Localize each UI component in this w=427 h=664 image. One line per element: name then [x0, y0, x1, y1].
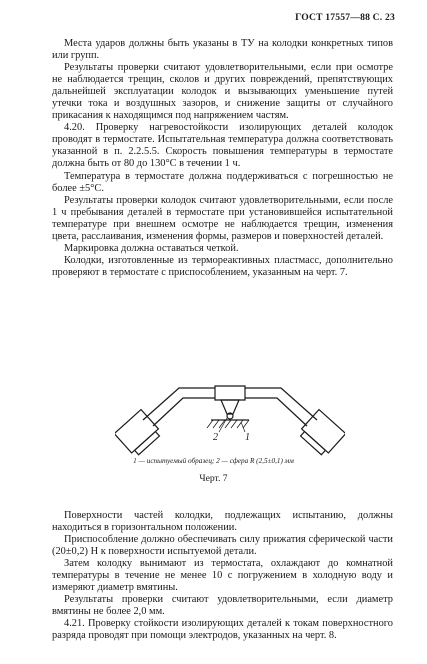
figure-title: Черт. 7: [199, 473, 228, 484]
paragraph: Маркировка должна оставаться четкой.: [64, 242, 239, 254]
paragraph: Приспособление должно обеспечивать силу прижатия сферической части (20±0,2) Н к поверхности испытуемой детали.: [52, 534, 393, 558]
right-arm: [245, 388, 317, 420]
page-header: ГОСТ 17557—88 С. 23: [295, 12, 395, 23]
text-block-top: [52, 38, 393, 279]
paragraph: Результаты проверки считают удовлетворительными, если при осмотре не наблюдается трещин, сколов и других повреждений, препятствующих дальнейшей эксплуатации колодок и вызывающих уменьшение путей утечки тока и воздушных зазоров, и снижение защиты от случайного прикасания к находящимся под напряжением частям.: [52, 62, 393, 122]
paragraph: 4.20. Проверку нагревостойкости изолирующих деталей колодок проводят в термостате. Испытательная температура должна соответствовать указанной в п. 2.2.5.5. Скорость повышения температуры в термостате должна быть от 80 до 130°С в течении 1 ч.: [52, 122, 393, 170]
paragraph: Затем колодку вынимают из термостата, охлаждают до комнатной температуры в течение не менее 10 с погружением в холодную воду и измеряют диаметр вмятины.: [52, 558, 393, 594]
label-1: 1: [245, 432, 250, 443]
right-weight: [302, 410, 345, 453]
paragraph: Температура в термостате должна поддерживаться с погрешностью не более ±5°С.: [52, 170, 393, 194]
paragraph: Колодки, изготовленные из термореактивных пластмасс, дополнительно проверяют в термостате с приспособлением, указанным на черт. 7.: [52, 254, 393, 278]
figure-drawing: [115, 352, 345, 458]
text-block-bottom: [52, 510, 393, 643]
paragraph: Поверхности частей колодки, подлежащих испытанию, должны находиться в горизонтальном положении.: [52, 510, 393, 534]
paragraph: Результаты проверки колодок считают удовлетворительными, если после 1 ч пребывания деталей в термостате при установившейся испытательной температуре при внешнем осмотре не наблюдается трещин, изменения цвета, расслаивания, изменения формы, размеров и поверхностей деталей.: [52, 194, 393, 242]
paragraph: 4.21. Проверку стойкости изолирующих деталей к токам поверхностного разряда проводят при помощи электродов, указанных на черт. 8.: [52, 618, 393, 642]
paragraph: Результаты проверки считают удовлетворительными, если диаметр вмятины не более 2,0 мм.: [52, 594, 393, 618]
center-holder: [215, 386, 245, 400]
left-arm: [143, 388, 215, 420]
figure-caption: 1 — испытуемый образец; 2 — сфера R (2,5±0,1) мм: [133, 457, 294, 465]
paragraph: Места ударов должны быть указаны в ТУ на колодки конкретных типов или групп.: [52, 38, 393, 62]
label-2: 2: [213, 432, 218, 443]
left-weight: [115, 410, 158, 453]
